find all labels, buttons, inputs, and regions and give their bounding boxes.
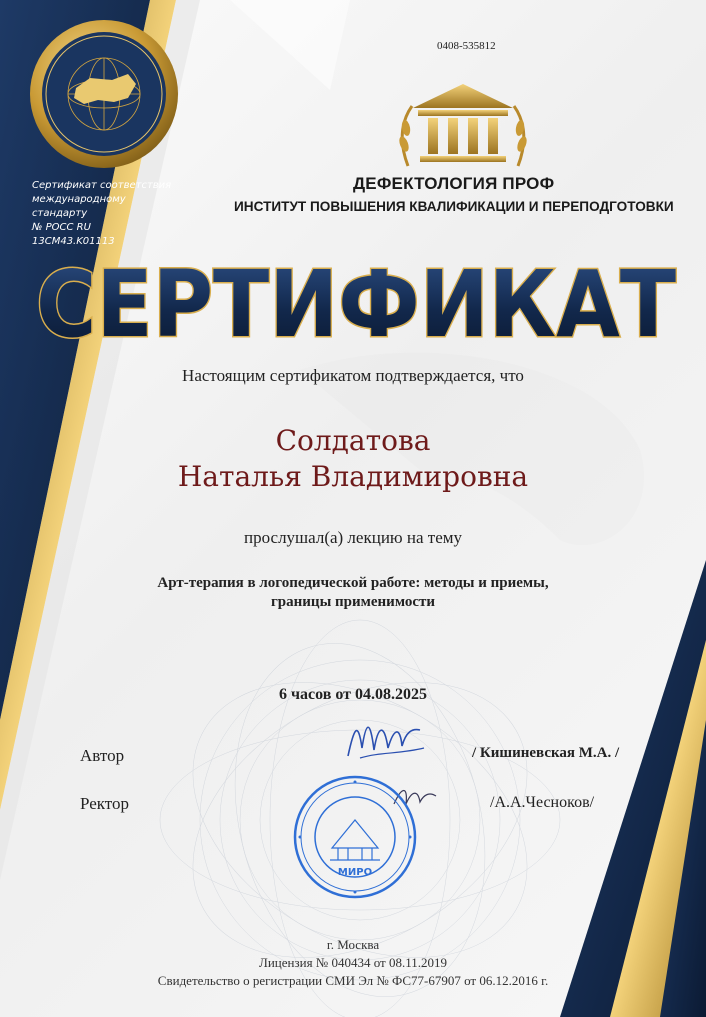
footer-registration: Свидетельство о регистрации СМИ Эл № ФС77-67907 от 06.12.2016 г. — [157, 973, 549, 988]
lecture-topic: Арт-терапия в логопедической работе: методы и приемы, границы применимости — [157, 575, 549, 610]
globe-russia-seal-icon — [28, 18, 180, 170]
author-label: Автор — [80, 746, 125, 765]
seal-caption: Сертификат соответствия международному стандарту № РОСС RU 13CM43.K01113 — [32, 180, 172, 247]
miro-round-stamp-icon — [292, 774, 418, 900]
recipient-given-names: Наталья Владимировна — [177, 460, 529, 493]
footer-license: Лицензия № 040434 от 08.11.2019 — [259, 955, 447, 970]
author-name: / Кишиневская М.А. / — [472, 745, 620, 761]
certificate-title-text: СЕРТИФИКАТ — [36, 251, 677, 356]
author-signature-icon — [340, 708, 430, 768]
recipient-name — [0, 423, 706, 495]
certificate-title — [26, 246, 686, 356]
serial-number: 0408-535812 — [437, 40, 496, 52]
organization-name: ДЕФЕКТОЛОГИЯ ПРОФ — [353, 174, 555, 193]
footer-city: г. Москва — [326, 937, 380, 952]
greek-temple-laurel-logo-icon — [398, 80, 528, 170]
hours-date: 6 часов от 04.08.2025 — [278, 686, 427, 703]
rector-label: Ректор — [80, 794, 130, 813]
rector-name: /А.А.Чесноков/ — [490, 794, 595, 811]
confirm-text: Настоящим сертификатом подтверждается, что — [182, 366, 524, 385]
organization-subtitle: ИНСТИТУТ ПОВЫШЕНИЯ КВАЛИФИКАЦИИ И ПЕРЕПОДГОТОВКИ — [234, 199, 674, 214]
listened-text: прослушал(а) лекцию на тему — [244, 528, 462, 547]
recipient-surname: Солдатова — [275, 424, 431, 457]
stamp-text: МИРО — [337, 867, 373, 878]
